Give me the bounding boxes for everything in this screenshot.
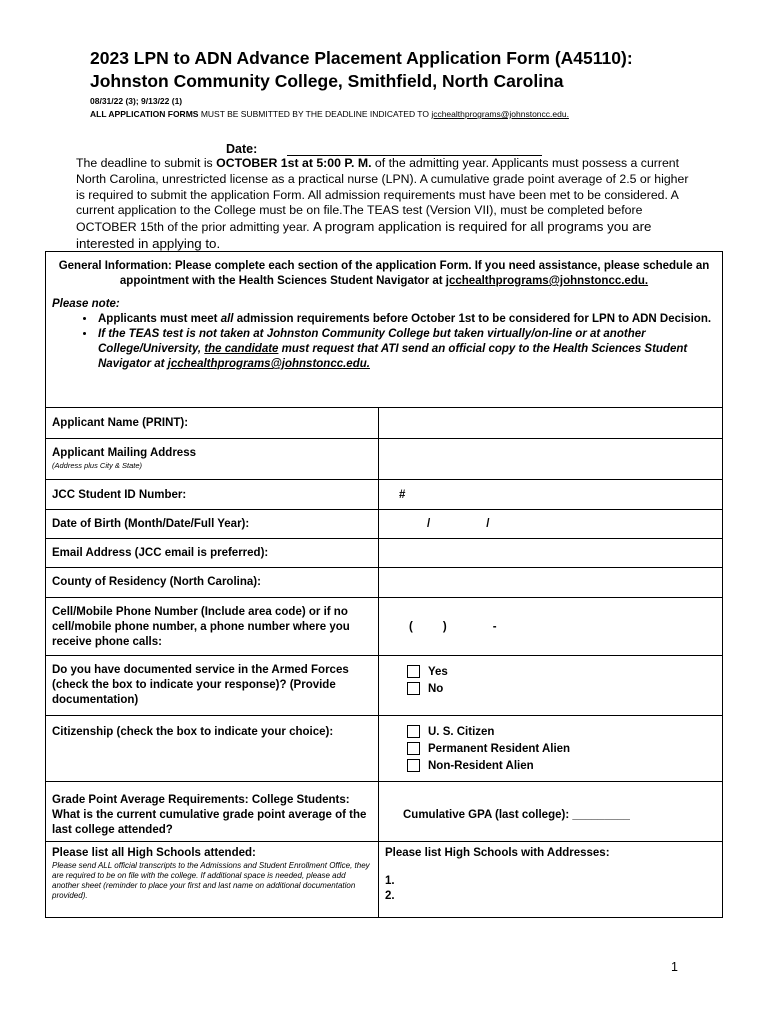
gpa-input[interactable] xyxy=(379,782,723,842)
citizen-pr-label: Permanent Resident Alien xyxy=(428,743,571,755)
general-info-text: General Information: Please complete each section of the application Form. If you need assistance, please schedule an appointment with the Health Sciences Student Navigator at xyxy=(58,260,710,287)
dob-separator-2: / xyxy=(486,518,490,530)
date-label: Date: xyxy=(226,142,258,156)
citizen-nr-label: Non-Resident Alien xyxy=(428,760,534,772)
gpa-label-cell xyxy=(46,782,379,842)
date-field xyxy=(226,142,542,156)
armed-forces-label-cell xyxy=(46,656,379,716)
high-schools-input[interactable] xyxy=(379,842,723,918)
student-id-label: JCC Student ID Number: xyxy=(52,489,187,501)
note-item-2 xyxy=(96,327,716,372)
citizen-nr-option[interactable] xyxy=(385,758,716,775)
applicant-name-label-cell xyxy=(46,408,379,439)
page-number: 1 xyxy=(671,960,678,974)
email-label-cell xyxy=(46,539,379,568)
note-item-1 xyxy=(96,312,716,327)
armed-no-label: No xyxy=(428,683,444,695)
phone-input[interactable] xyxy=(379,598,723,656)
gpa-value-label: Cumulative GPA (last college): _________ xyxy=(403,809,630,821)
mailing-address-label: Applicant Mailing Address xyxy=(52,447,196,459)
phone-label-cell xyxy=(46,598,379,656)
mailing-address-label-cell xyxy=(46,439,379,480)
gpa-label: Grade Point Average Requirements: College Students: What is the current cumulative grade point average of the last college attended? xyxy=(52,794,367,836)
county-input[interactable] xyxy=(379,568,723,598)
phone-paren-open: ( xyxy=(409,621,413,633)
high-schools-label-cell xyxy=(46,842,379,918)
armed-no-option[interactable] xyxy=(385,681,716,698)
armed-yes-label: Yes xyxy=(428,666,448,678)
dob-label-cell xyxy=(46,510,379,539)
county-label: County of Residency (North Carolina): xyxy=(52,576,261,588)
dob-input[interactable] xyxy=(379,510,723,539)
version-dates: 08/31/22 (3); 9/13/22 (1) xyxy=(90,96,183,106)
note-2-text-a: If the TEAS test is not taken at Johnston Community College but taken virtually/on-line or at another College/University, xyxy=(98,328,646,355)
note-1-text-a: Applicants must meet xyxy=(98,313,221,325)
citizen-pr-option[interactable] xyxy=(385,741,716,758)
dob-separator-1: / xyxy=(427,518,431,530)
submission-notice xyxy=(90,109,569,119)
citizenship-label: Citizenship (check the box to indicate your choice): xyxy=(52,726,334,738)
high-school-1: 1. xyxy=(385,875,395,887)
notice-email-link[interactable]: jcchealthprograms@johnstoncc.edu. xyxy=(431,109,569,119)
high-schools-label: Please list all High Schools attended: xyxy=(52,847,256,859)
armed-no-checkbox[interactable] xyxy=(407,682,420,695)
note-2-underline: the candidate xyxy=(204,343,279,355)
armed-forces-options xyxy=(379,656,723,716)
note-1-emphasis: all xyxy=(220,313,234,325)
intro-text-2: of the admitting year. Applicants must possess a current North Carolina, unrestricted license as a practical nurse (LPN). A cumulative grade point average of 2.5 or higher is required to submit the application Form. All admission requirements must have been met to be considered. A current application to the College must be on file.The TEAS test (Version VII), must be completed before OCTOBER 15th of the prior admitting year. xyxy=(76,156,689,235)
deadline-text: OCTOBER 1st at 5:00 P. M. xyxy=(216,156,372,170)
citizen-us-checkbox[interactable] xyxy=(407,725,420,738)
general-info-heading xyxy=(52,259,716,289)
note-2-email-link[interactable]: jcchealthprograms@johnstoncc.edu. xyxy=(167,358,370,370)
mailing-address-input[interactable] xyxy=(379,439,723,480)
county-label-cell xyxy=(46,568,379,598)
email-input[interactable] xyxy=(379,539,723,568)
citizen-pr-checkbox[interactable] xyxy=(407,742,420,755)
intro-text-3: A program application is required for all programs you are interested in applying to. xyxy=(76,219,652,251)
please-note-label: Please note: xyxy=(52,298,120,310)
applicant-name-input[interactable] xyxy=(379,408,723,439)
phone-label: Cell/Mobile Phone Number (Include area code) or if no cell/mobile phone number, a phone number where you receive phone calls: xyxy=(52,606,350,648)
phone-dash: - xyxy=(492,621,497,633)
intro-paragraph xyxy=(76,156,696,253)
navigator-email-link[interactable]: jcchealthprograms@johnstoncc.edu. xyxy=(445,275,649,287)
high-schools-instructions: Please send ALL official transcripts to the Admissions and Student Enrollment Office, they are required to be on file with the college. If additional space is needed, please add another sheet (reminder to place your first and last name on additional documentation provided). xyxy=(52,861,370,900)
note-list xyxy=(52,312,716,372)
student-id-prefix: # xyxy=(399,489,406,501)
citizen-us-option[interactable] xyxy=(385,724,716,741)
title-line-1: 2023 LPN to ADN Advance Placement Application Form (A45110): xyxy=(90,48,633,68)
note-2-text-b: must request that ATI send an official copy to the Health Sciences Student Navigator at xyxy=(98,343,688,370)
title-line-2: Johnston Community College, Smithfield, North Carolina xyxy=(90,71,564,91)
intro-text-1: The deadline to submit is xyxy=(76,156,217,170)
citizen-nr-checkbox[interactable] xyxy=(407,759,420,772)
citizenship-options xyxy=(379,716,723,782)
date-input-line[interactable] xyxy=(287,143,542,156)
citizen-us-label: U. S. Citizen xyxy=(428,726,495,738)
notice-bold: ALL APPLICATION FORMS xyxy=(90,109,199,119)
applicant-name-label: Applicant Name (PRINT): xyxy=(52,417,189,429)
dob-label: Date of Birth (Month/Date/Full Year): xyxy=(52,518,250,530)
armed-yes-option[interactable] xyxy=(385,664,716,681)
high-schools-addresses-label: Please list High Schools with Addresses: xyxy=(385,847,610,859)
application-form-table xyxy=(45,251,723,918)
general-information-section xyxy=(46,252,723,408)
mailing-address-hint: (Address plus City & State) xyxy=(52,461,143,470)
armed-forces-label: Do you have documented service in the Armed Forces (check the box to indicate your response)? (Provide documentation) xyxy=(52,664,349,706)
armed-yes-checkbox[interactable] xyxy=(407,665,420,678)
email-label: Email Address (JCC email is preferred): xyxy=(52,547,269,559)
student-id-input[interactable] xyxy=(379,480,723,510)
notice-text: MUST BE SUBMITTED BY THE DEADLINE INDICATED TO xyxy=(198,109,432,119)
note-1-text-b: admission requirements before October 1st to be considered for LPN to ADN Decision. xyxy=(233,313,712,325)
phone-paren-close: ) xyxy=(442,621,447,633)
student-id-label-cell xyxy=(46,480,379,510)
page-title xyxy=(90,47,730,93)
high-school-2: 2. xyxy=(385,890,395,902)
citizenship-label-cell xyxy=(46,716,379,782)
